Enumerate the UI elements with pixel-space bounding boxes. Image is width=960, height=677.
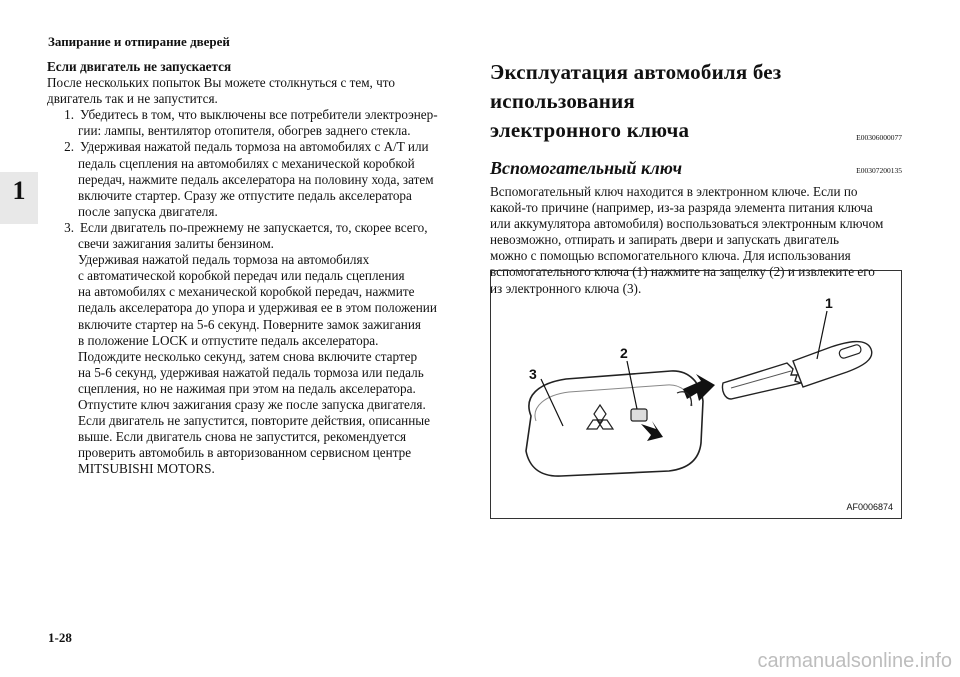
list-line: с автоматической коробкой передач или педаль сцепления <box>78 268 405 284</box>
list-line: проверить автомобиль в авторизованном сервисном центре <box>78 445 412 461</box>
list-line: на автомобилях с механической коробкой передач, нажмите <box>78 284 415 300</box>
right-column <box>490 58 902 297</box>
subheading-code: E00307200135 <box>856 166 902 175</box>
numbered-list <box>47 107 459 477</box>
list-text: Убедитесь в том, что выключены все потребители электроэнер- <box>80 107 438 123</box>
list-line: Подождите несколько секунд, затем снова включите стартер <box>78 348 418 364</box>
list-line <box>47 107 459 123</box>
list-line <box>47 139 459 155</box>
section-header: Запирание и отпирание дверей <box>48 34 230 49</box>
callout-2: 2 <box>620 345 628 361</box>
paragraph-line: невозможно, отпирать и запирать двери и запускать двигатель <box>490 232 839 248</box>
list-number: 1. <box>64 107 74 123</box>
list-number: 3. <box>64 219 74 235</box>
list-line: в положение LOCK и отпустите педаль акселератора. <box>78 332 379 348</box>
intro-line: После нескольких попыток Вы можете столкнуться с тем, что <box>47 75 395 91</box>
list-line: Отпустите ключ зажигания сразу же после запуска двигателя. <box>78 396 426 412</box>
list-text: Удерживая нажатой педаль тормоза на автомобилях с A/T или <box>80 139 429 155</box>
list-line: после запуска двигателя. <box>78 203 218 219</box>
list-line: передач, нажмите педаль акселератора на половину хода, затем <box>78 171 434 187</box>
heading-line: Эксплуатация автомобиля без использования <box>490 60 782 113</box>
paragraph-line: или аккумулятора автомобиля) воспользоваться электронным ключом <box>490 216 884 232</box>
list-line: включите стартер на 5-6 секунд. Поверните замок зажигания <box>78 316 421 332</box>
paragraph-line: можно с помощью вспомогательного ключа. Для использования <box>490 248 851 264</box>
chapter-number: 1 <box>12 176 26 205</box>
paragraph-line: какой-то причине (например, из-за разряда элемента питания ключа <box>490 200 873 216</box>
latch-button <box>631 409 647 421</box>
heading-line: электронного ключа <box>490 118 690 142</box>
heading-code: E00306000077 <box>856 133 902 142</box>
list-line: сцепления, но не нажимая при этом на педаль акселератора. <box>78 380 416 396</box>
list-line: выше. Если двигатель снова не запустится, рекомендуется <box>78 429 407 445</box>
list-line: Если двигатель не запустится, повторите действия, описанные <box>78 413 431 429</box>
watermark: carmanualsonline.info <box>757 650 952 672</box>
callout-1: 1 <box>825 295 833 311</box>
intro-line: двигатель так и не запустится. <box>47 91 218 107</box>
paragraph-line: вспомогательного ключа (1) нажмите на защелку (2) и извлеките его <box>490 264 875 280</box>
paragraph-line: из электронного ключа (3). <box>490 280 642 296</box>
section-heading <box>490 58 902 145</box>
subheading-spare-key: Вспомогательный ключ <box>490 158 683 178</box>
list-line: педаль акселератора до упора и удерживая ее в этом положении <box>78 300 437 316</box>
list-number: 2. <box>64 139 74 155</box>
list-line: включите стартер. Сразу же отпустите педаль акселератора <box>78 187 412 203</box>
list-line: свечи зажигания залиты бензином. <box>78 236 274 252</box>
list-text: Если двигатель по-прежнему не запускается, то, скорее всего, <box>80 219 428 235</box>
key-fob-body <box>526 371 703 476</box>
list-line: гии: лампы, вентилятор отопителя, обогрев заднего стекла. <box>78 123 411 139</box>
paragraph-line: Вспомогательный ключ находится в электронном ключе. Если по <box>490 184 858 199</box>
list-line <box>47 220 459 236</box>
list-line: MITSUBISHI MOTORS. <box>78 461 215 477</box>
subheading-engine-not-start: Если двигатель не запускается <box>47 59 232 74</box>
list-line: педаль сцепления на автомобилях с механической коробкой <box>78 155 415 171</box>
callout-3: 3 <box>529 366 537 382</box>
key-illustration <box>490 270 902 519</box>
subheading-row <box>490 158 902 179</box>
page-number: 1-28 <box>48 630 72 645</box>
figure-code: AF0006874 <box>846 502 893 512</box>
list-line: Удерживая нажатой педаль тормоза на автомобилях <box>78 252 370 268</box>
left-column <box>47 59 459 477</box>
key-drawing <box>491 271 902 519</box>
spare-key-blade <box>722 363 801 399</box>
list-line: на 5-6 секунд, удерживая нажатой педаль тормоза или педаль <box>78 364 424 380</box>
